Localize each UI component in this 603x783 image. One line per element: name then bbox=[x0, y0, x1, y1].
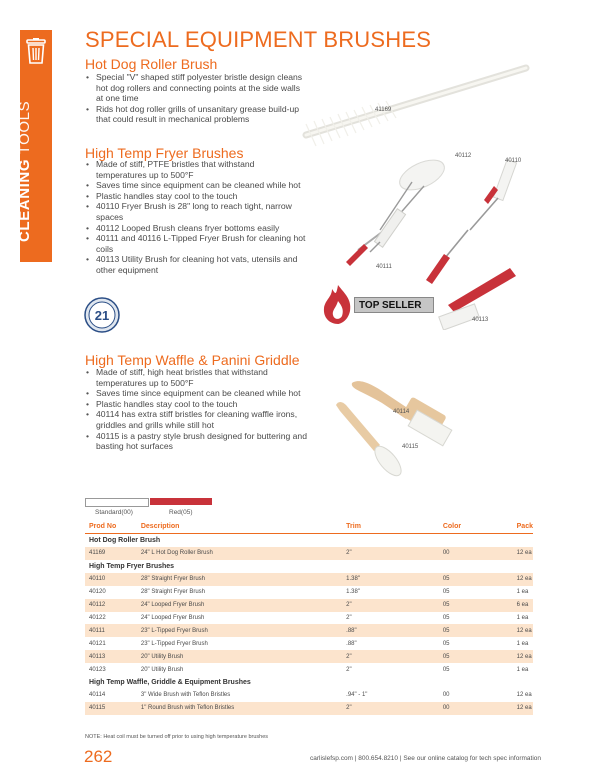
cell-color: 05 bbox=[439, 573, 513, 586]
table-row bbox=[85, 599, 533, 612]
cell-color: 00 bbox=[439, 547, 513, 560]
bullet-item: • Rids hot dog roller grills of unsanitary grease build-up that could result in mechanical problems bbox=[85, 104, 307, 125]
cell-pack: 1 ea bbox=[516, 615, 529, 621]
bullet-item: • Plastic handles stay cool to the touch bbox=[85, 191, 307, 202]
cell-prod-no: 40112 bbox=[85, 599, 137, 612]
cell-pack: 12 ea bbox=[513, 547, 533, 560]
cell-description: 28" Straight Fryer Brush bbox=[140, 589, 206, 596]
21-badge-icon bbox=[84, 297, 120, 333]
cell-trim: 1.38" bbox=[342, 573, 439, 586]
top-seller-badge: TOP SELLER bbox=[354, 297, 434, 313]
waffle-brushes-image bbox=[328, 375, 478, 485]
cell-pack: 12 ea bbox=[513, 624, 533, 637]
legend-red-swatch bbox=[150, 498, 212, 505]
cell-prod-no: 40123 bbox=[89, 666, 106, 673]
image-label-41169: 41169 bbox=[375, 107, 392, 113]
cell-description: 3" Wide Brush with Teflon Bristles bbox=[140, 692, 231, 699]
cell-prod-no: 40113 bbox=[85, 650, 137, 663]
table-row bbox=[85, 573, 533, 586]
group-row bbox=[85, 534, 533, 548]
bullet-item: • Made of stiff, high heat bristles that withstand temperatures up to 500°F bbox=[85, 367, 307, 388]
header-pack: Pack bbox=[513, 519, 533, 534]
group-row bbox=[85, 560, 533, 573]
sidebar-category-label bbox=[16, 101, 33, 242]
cell-color: 05 bbox=[439, 624, 513, 637]
footnote: NOTE: Heat coil must be turned off prior to using high temperature brushes bbox=[85, 734, 269, 740]
image-label-40113: 40113 bbox=[472, 317, 489, 323]
header-trim: Trim bbox=[342, 519, 439, 534]
bullet-item: • 40110 Fryer Brush is 28" long to reach tight, narrow spaces bbox=[85, 201, 307, 222]
cell-pack: 1 ea bbox=[516, 589, 529, 596]
flame-icon bbox=[318, 283, 358, 325]
page-title: SPECIAL EQUIPMENT BRUSHES bbox=[85, 27, 432, 52]
table-header-row bbox=[85, 519, 533, 534]
cell-trim: 2" bbox=[346, 666, 352, 673]
header-prod-no: Prod No bbox=[85, 519, 137, 534]
legend-standard-swatch bbox=[85, 498, 149, 507]
waffle-bullets bbox=[85, 367, 307, 452]
sidebar-label-thin: TOOLS bbox=[16, 100, 33, 155]
section-title-waffle: High Temp Waffle & Panini Griddle bbox=[85, 352, 300, 368]
cell-trim: 2" bbox=[342, 599, 439, 612]
cell-color: 05 bbox=[442, 615, 450, 621]
group-name: Hot Dog Roller Brush bbox=[89, 537, 161, 544]
cell-description: 24" Looped Fryer Brush bbox=[137, 599, 342, 612]
product-table bbox=[85, 519, 533, 715]
page-number: 262 bbox=[84, 747, 113, 766]
bullet-item: • Saves time since equipment can be cleaned while hot bbox=[85, 388, 307, 399]
table-row bbox=[85, 663, 533, 676]
fryer-bullets bbox=[85, 159, 307, 276]
table-row bbox=[85, 624, 533, 637]
cell-description: 1" Round Brush with Teflon Bristles bbox=[137, 702, 342, 715]
cell-pack: 12 ea bbox=[513, 573, 533, 586]
table-row bbox=[85, 612, 533, 625]
hot-dog-bullets bbox=[85, 72, 307, 125]
header-color: Color bbox=[439, 519, 513, 534]
cell-trim: 2" bbox=[342, 702, 439, 715]
cell-trim: 2" bbox=[346, 615, 352, 621]
cell-description: 23" L-Tipped Fryer Brush bbox=[140, 640, 208, 647]
group-row bbox=[85, 676, 533, 689]
bullet-item: • 40111 and 40116 L-Tipped Fryer Brush for cleaning hot coils bbox=[85, 233, 307, 254]
cell-description: 24" L Hot Dog Roller Brush bbox=[137, 547, 342, 560]
badge-number: 21 bbox=[94, 308, 110, 323]
cell-prod-no: 40114 bbox=[89, 692, 106, 699]
cell-prod-no: 40111 bbox=[85, 624, 137, 637]
cell-prod-no: 40110 bbox=[85, 573, 137, 586]
bullet-item: • 40112 Looped Brush cleans fryer bottoms easily bbox=[85, 223, 307, 234]
cell-prod-no: 41169 bbox=[85, 547, 137, 560]
section-title-fryer: High Temp Fryer Brushes bbox=[85, 145, 244, 161]
cell-pack: 12 ea bbox=[516, 692, 532, 699]
bullet-item: • Plastic handles stay cool to the touch bbox=[85, 399, 307, 410]
cell-trim: .94" - 1" bbox=[346, 692, 368, 699]
table-row bbox=[85, 650, 533, 663]
cell-trim: .88" bbox=[346, 640, 357, 647]
bullet-item: • 40113 Utility Brush for cleaning hot vats, utensils and other equipment bbox=[85, 254, 307, 275]
cell-trim: 1.38" bbox=[346, 589, 360, 596]
cell-description: 23" L-Tipped Fryer Brush bbox=[137, 624, 342, 637]
cell-pack: 12 ea bbox=[513, 702, 533, 715]
image-label-40115: 40115 bbox=[402, 444, 419, 450]
cell-prod-no: 40115 bbox=[85, 702, 137, 715]
cell-color: 05 bbox=[439, 599, 513, 612]
image-label-40112: 40112 bbox=[455, 153, 472, 159]
bullet-item: • 40114 has extra stiff bristles for cleaning waffle irons, griddles and grills while still hot bbox=[85, 409, 307, 430]
cell-pack: 12 ea bbox=[513, 650, 533, 663]
cell-prod-no: 40120 bbox=[89, 589, 106, 596]
cell-color: 00 bbox=[442, 692, 450, 699]
cell-pack: 1 ea bbox=[516, 640, 529, 647]
legend-standard-label: Standard(00) bbox=[95, 509, 133, 516]
section-title-hot-dog: Hot Dog Roller Brush bbox=[85, 56, 218, 72]
cell-color: 05 bbox=[442, 640, 450, 647]
table-row bbox=[85, 547, 533, 560]
cell-color: 05 bbox=[439, 650, 513, 663]
table-row bbox=[85, 637, 533, 650]
cell-color: 05 bbox=[442, 666, 450, 673]
image-label-40110: 40110 bbox=[505, 158, 522, 164]
group-name: High Temp Fryer Brushes bbox=[89, 562, 175, 570]
cell-trim: .88" bbox=[342, 624, 439, 637]
bullet-item: • Made of stiff, PTFE bristles that withstand temperatures up to 500°F bbox=[85, 159, 307, 180]
cell-description: 28" Straight Fryer Brush bbox=[137, 573, 342, 586]
cell-pack: 6 ea bbox=[513, 599, 533, 612]
group-name: High Temp Waffle, Griddle & Equipment Brushes bbox=[89, 679, 251, 687]
cell-description: 24" Looped Fryer Brush bbox=[140, 615, 205, 621]
cell-prod-no: 40122 bbox=[89, 615, 106, 621]
hot-dog-roller-brush-image bbox=[300, 60, 532, 152]
cell-description: 20" Utility Brush bbox=[140, 666, 184, 673]
cell-trim: 2" bbox=[342, 547, 439, 560]
sidebar-label-bold: CLEANING bbox=[16, 158, 33, 242]
cell-prod-no: 40121 bbox=[89, 640, 106, 647]
table-row bbox=[85, 689, 533, 702]
image-label-40114: 40114 bbox=[393, 409, 410, 415]
header-description: Description bbox=[137, 519, 342, 534]
sidebar bbox=[0, 0, 75, 783]
footer-contact: carlislefsp.com | 800.654.8210 | See our online catalog for tech spec information bbox=[309, 755, 541, 762]
cell-pack: 1 ea bbox=[516, 666, 529, 673]
cell-trim: 2" bbox=[342, 650, 439, 663]
table-row bbox=[85, 586, 533, 599]
table-row bbox=[85, 702, 533, 715]
trash-can-icon bbox=[25, 38, 47, 64]
bullet-item: • Saves time since equipment can be cleaned while hot bbox=[85, 180, 307, 191]
cell-color: 05 bbox=[442, 589, 450, 596]
cell-color: 00 bbox=[439, 702, 513, 715]
cell-description: 20" Utility Brush bbox=[137, 650, 342, 663]
bullet-item: • Special "V" shaped stiff polyester bristle design cleans hot dog rollers and connecting points at the side walls at one time bbox=[85, 72, 307, 104]
legend-red-label: Red(05) bbox=[169, 509, 193, 516]
image-label-40111: 40111 bbox=[376, 264, 392, 270]
bullet-item: • 40115 is a pastry style brush designed for buttering and basting hot surfaces bbox=[85, 431, 307, 452]
